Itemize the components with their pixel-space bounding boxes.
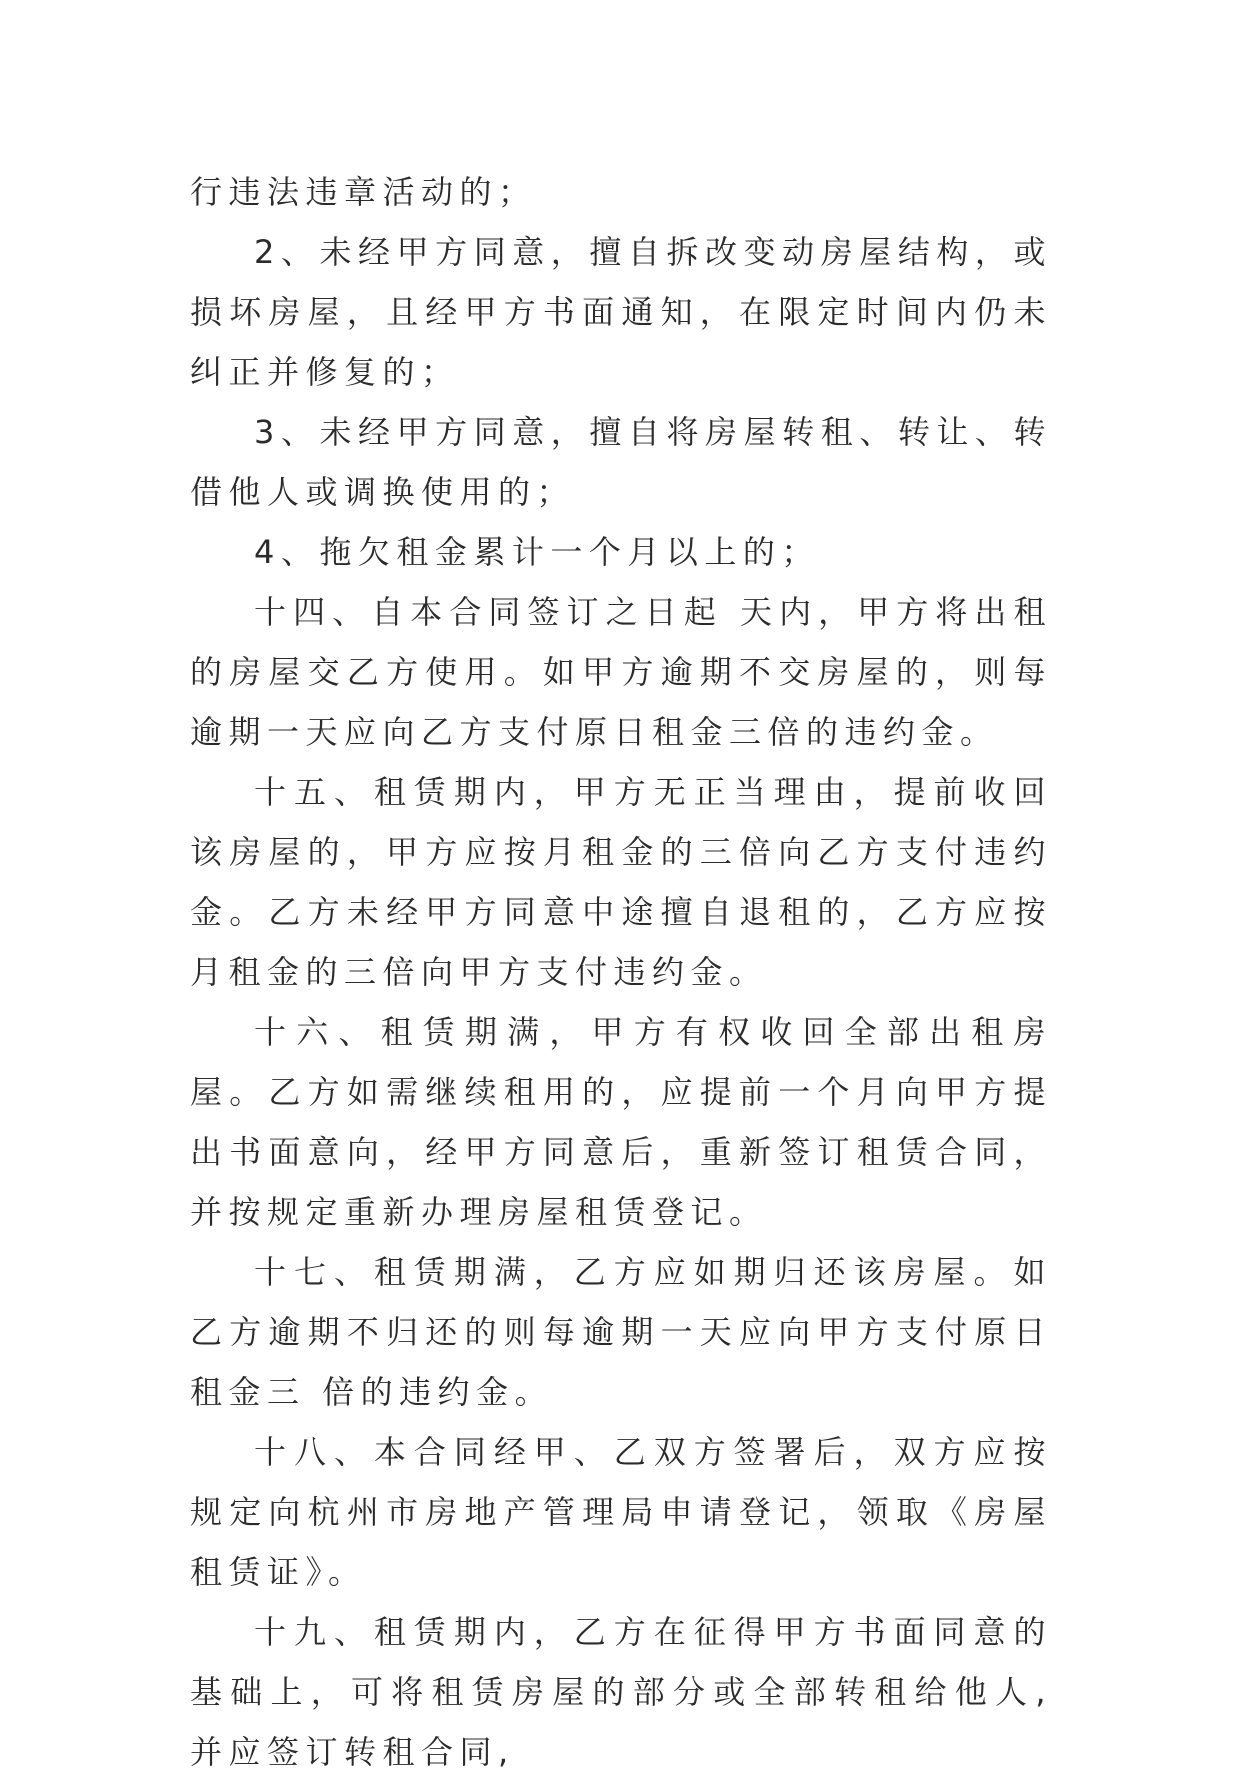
paragraph-article-19: 十九、租赁期内，乙方在征得甲方书面同意的基础上，可将租赁房屋的部分或全部转租给他人,并应签订转租合同, xyxy=(190,1613,1052,1771)
paragraph-article-18: 十八、本合同经甲、乙双方签署后，双方应按规定向杭州市房地产管理局申请登记，领取《房屋租赁证》。 xyxy=(190,1433,1052,1591)
paragraph-article-15: 十五、租赁期内，甲方无正当理由，提前收回该房屋的，甲方应按月租金的三倍向乙方支付违约金。乙方未经甲方同意中途擅自退租的，乙方应按月租金的三倍向甲方支付违约金。 xyxy=(190,773,1052,991)
paragraph-clause-4: 4、拖欠租金累计一个月以上的； xyxy=(254,533,820,571)
document-body xyxy=(190,162,1052,1782)
paragraph-continuation: 行违法违章活动的； xyxy=(190,173,537,211)
paragraph-article-17: 十七、租赁期满，乙方应如期归还该房屋。如乙方逾期不归还的则每逾期一天应向甲方支付原日租金三 倍的违约金。 xyxy=(190,1253,1052,1411)
paragraph-article-16: 十六、租赁期满，甲方有权收回全部出租房屋。乙方如需继续租用的，应提前一个月向甲方提出书面意向，经甲方同意后，重新签订租赁合同，并按规定重新办理房屋租赁登记。 xyxy=(190,1013,1052,1231)
paragraph-article-14: 十四、自本合同签订之日起 天内，甲方将出租的房屋交乙方使用。如甲方逾期不交房屋的，则每逾期一天应向乙方支付原日租金三倍的违约金。 xyxy=(190,593,1052,751)
paragraph-clause-2: 2、未经甲方同意，擅自拆改变动房屋结构，或损坏房屋，且经甲方书面通知，在限定时间内仍未纠正并修复的； xyxy=(190,233,1052,391)
paragraph-clause-3: 3、未经甲方同意，擅自将房屋转租、转让、转借他人或调换使用的； xyxy=(190,413,1052,511)
